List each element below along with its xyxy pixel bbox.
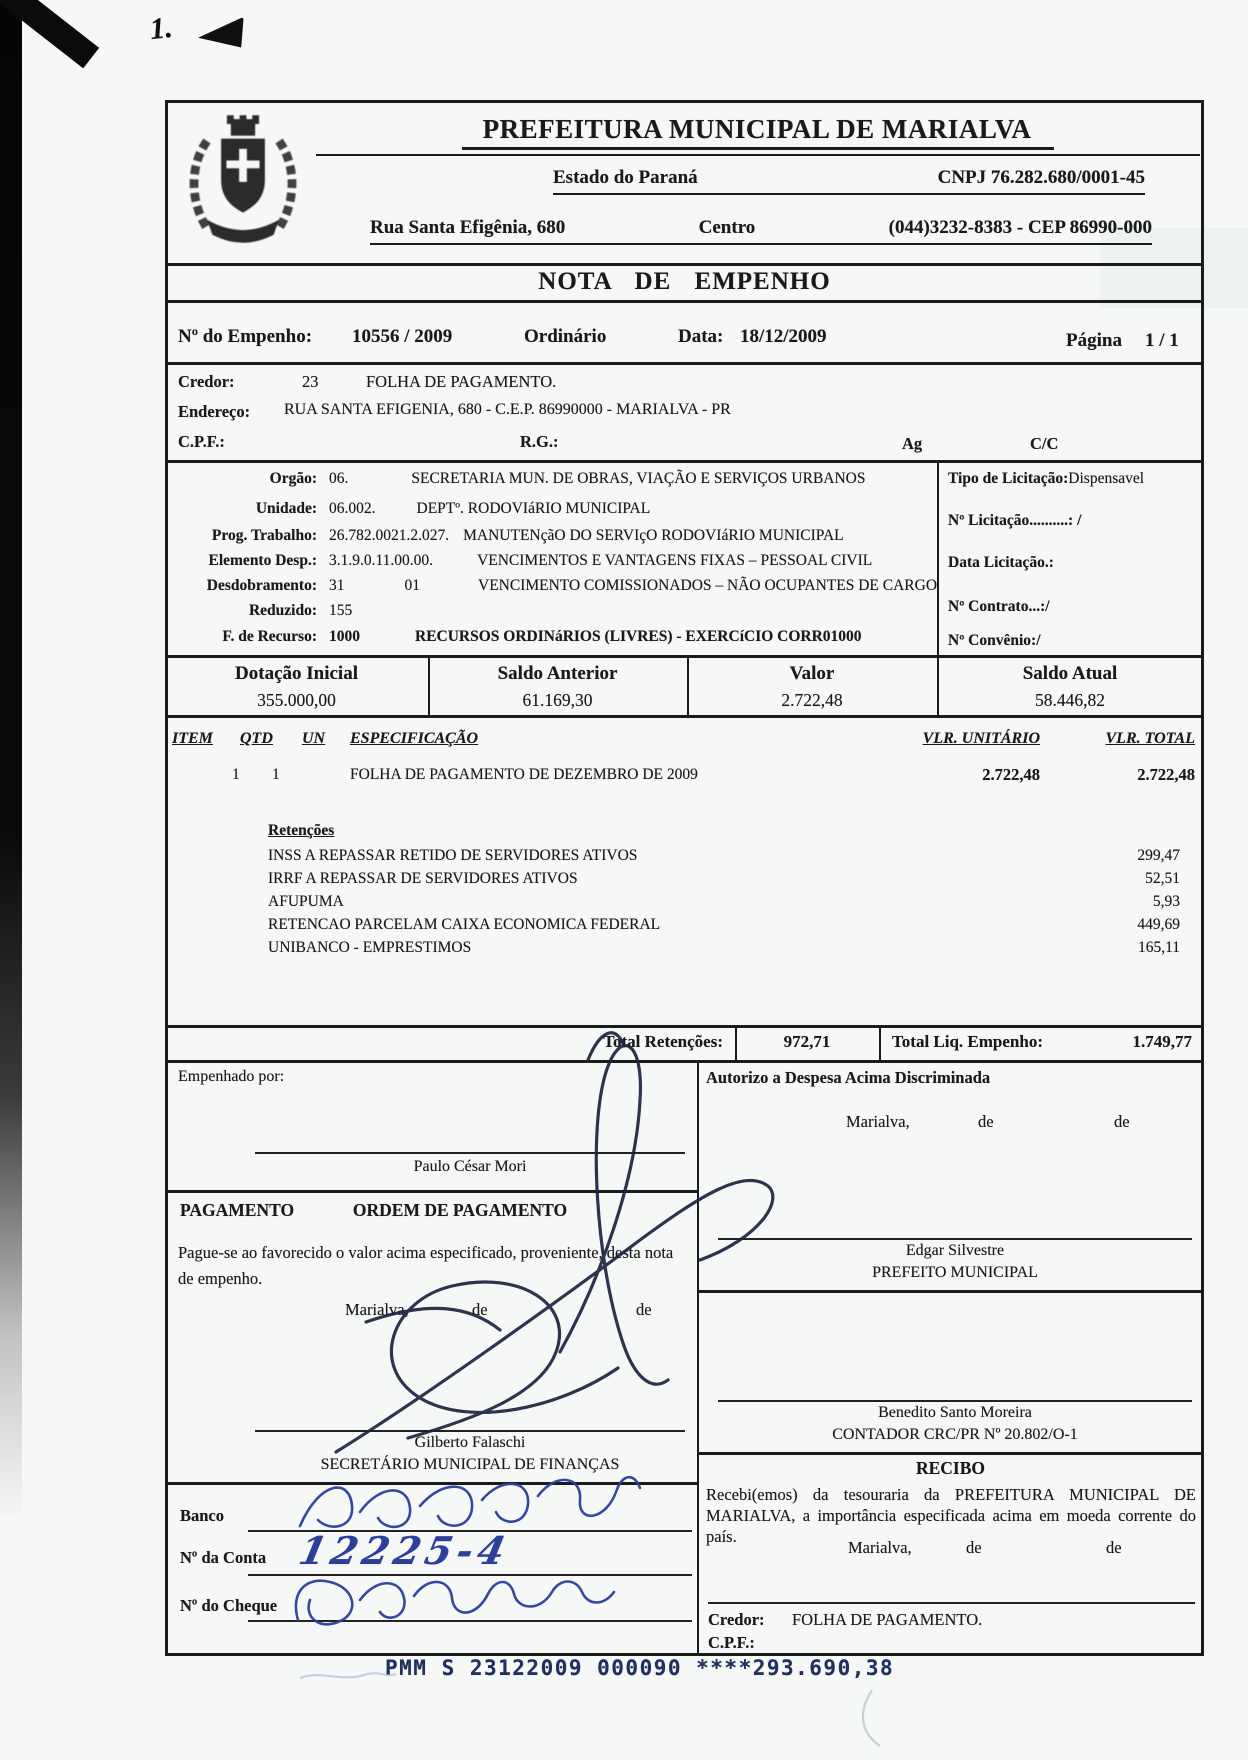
recibo-cpf-label: C.P.F.: — [708, 1633, 755, 1652]
col-header-un: UN — [302, 730, 326, 747]
pagamento-city: Marialva, — [345, 1300, 409, 1319]
orgao-desc: SECRETARIA MUN. DE OBRAS, VIAÇÃO E SERVIÇOS URBANOS — [411, 470, 866, 487]
unidade-code: 06.002. — [329, 500, 376, 517]
lower-section-divider — [697, 1060, 699, 1653]
retencao-name-2: IRRF A REPASSAR DE SERVIDORES ATIVOS — [268, 870, 578, 887]
licitacao-convenio: Nº Convênio:/ — [948, 632, 1041, 649]
elemento-desp-code: 3.1.9.0.11.00.00. — [329, 552, 434, 569]
recibo-credor-label: Credor: — [708, 1610, 765, 1629]
item-row-qtd: 1 — [272, 766, 280, 783]
licitacao-num: Nº Licitação..........: / — [948, 512, 1082, 529]
reduzido-row — [165, 602, 935, 620]
pagamento-title: PAGAMENTO — [180, 1200, 295, 1220]
valor-header: Valor — [789, 663, 835, 684]
saldo-atual-value: 58.446,82 — [1035, 690, 1105, 710]
empenho-date: 18/12/2009 — [740, 326, 827, 347]
contador-name: Benedito Santo Moreira — [878, 1404, 1032, 1421]
coat-of-arms-logo — [174, 106, 312, 252]
valor-value: 2.722,48 — [781, 690, 843, 710]
contador-signature-line — [718, 1400, 1192, 1402]
dotacao-inicial-header: Dotação Inicial — [235, 663, 358, 684]
letterhead-rule — [316, 154, 1200, 156]
address-district: Centro — [698, 217, 756, 238]
conta-handwritten-value: 12225-4 — [295, 1528, 515, 1573]
secretario-title: SECRETÁRIO MUNICIPAL DE FINANÇAS — [320, 1456, 620, 1473]
unidade-row — [165, 500, 935, 518]
frame-right — [1201, 100, 1204, 1656]
licitacao-tipo — [948, 470, 1144, 488]
totals-top-border — [165, 1025, 1204, 1028]
desdobramento-code2: 01 — [404, 577, 420, 594]
empenhado-signature-line — [255, 1152, 685, 1154]
cc-label: C/C — [1030, 434, 1059, 453]
autorizo-city: Marialva, — [846, 1112, 910, 1131]
pagamento-body: Pague-se ao favorecido o valor acima especificado, proveniente, desta nota de empenho. — [178, 1243, 674, 1288]
credor-label: Credor: — [178, 372, 235, 391]
licitacao-divider — [937, 460, 939, 657]
cheque-handwriting-scrawl — [296, 1581, 614, 1625]
retencao-name-4: RETENCAO PARCELAM CAIXA ECONOMICA FEDERAL — [268, 916, 661, 933]
scan-left-edge-shadow — [0, 0, 22, 1520]
col-header-vlr-total: VLR. TOTAL — [1105, 730, 1195, 747]
orgao-code: 06. — [329, 470, 349, 487]
conta-line — [248, 1574, 692, 1576]
retencao-value-2: 52,51 — [1145, 870, 1180, 887]
empenho-number-label: Nº do Empenho: — [178, 326, 313, 347]
saldo-anterior-header: Saldo Anterior — [497, 663, 618, 684]
unidade-label: Unidade: — [255, 500, 317, 517]
retencao-value-1: 299,47 — [1137, 847, 1180, 864]
orgao-label: Orgão: — [269, 470, 317, 487]
recibo-city: Marialva, — [848, 1538, 912, 1557]
pencil-curl-mark — [863, 1690, 880, 1746]
cheque-line — [248, 1620, 692, 1622]
licitacao-tipo-value: Dispensavel — [1068, 470, 1145, 487]
page-number: 1 / 1 — [1145, 330, 1179, 351]
empenhado-signer-name: Paulo César Mori — [413, 1158, 527, 1175]
licitacao-data: Data Licitação.: — [948, 554, 1054, 571]
titlebar-bottom-border — [165, 300, 1204, 303]
autorizo-de-2: de — [1114, 1112, 1130, 1131]
desdobramento-desc: VENCIMENTO COMISSIONADOS – NÃO OCUPANTES DE CARGO — [478, 577, 938, 594]
retencao-name-5: UNIBANCO - EMPRESTIMOS — [268, 939, 472, 956]
credor-name: FOLHA DE PAGAMENTO. — [366, 372, 557, 391]
total-liq-label: Total Liq. Empenho: — [892, 1032, 1043, 1051]
secretario-signature-line — [255, 1430, 685, 1432]
empenho-date-label: Data: — [678, 326, 724, 347]
elemento-desp-desc: VENCIMENTOS E VANTAGENS FIXAS – PESSOAL CIVIL — [477, 552, 873, 569]
desdobramento-code: 31 — [329, 577, 345, 594]
doc-title: NOTA DE EMPENHO — [538, 268, 831, 295]
item-row-vlr-total: 2.722,48 — [1137, 765, 1195, 784]
org-name-underline — [462, 147, 1054, 150]
ordem-pagamento-title: ORDEM DE PAGAMENTO — [352, 1200, 568, 1220]
prog-trabalho-code: 26.782.0021.2.027. — [329, 527, 450, 544]
empenho-row-border — [165, 362, 1204, 365]
letterhead-org-name: PREFEITURA MUNICIPAL DE MARIALVA — [482, 114, 1032, 144]
credor-code: 23 — [302, 372, 319, 391]
retencao-value-4: 449,69 — [1137, 916, 1180, 933]
letterhead-state-row — [553, 167, 1145, 189]
totals-divider-2 — [879, 1025, 881, 1062]
saldo-anterior-value: 61.169,30 — [522, 690, 593, 710]
prefeito-title: PREFEITO MUNICIPAL — [872, 1264, 1038, 1281]
fonte-recurso-code: 1000 — [329, 628, 360, 645]
recibo-de-2: de — [1106, 1538, 1122, 1557]
ag-label: Ag — [902, 434, 923, 453]
stamp-underline-squiggle — [300, 1673, 396, 1678]
dotacao-inicial-value: 355.000,00 — [257, 690, 336, 710]
fonte-recurso-extra: 01000 — [822, 628, 862, 645]
licitacao-tipo-label: Tipo de Licitação: — [948, 470, 1069, 487]
endereco-value: RUA SANTA EFIGENIA, 680 - C.E.P. 86990000 - MARIALVA - PR — [284, 401, 731, 418]
rg-label: R.G.: — [520, 432, 559, 451]
total-retencoes-value: 972,71 — [783, 1032, 831, 1051]
prog-trabalho-row — [165, 527, 935, 545]
col-header-item: ITEM — [172, 730, 213, 747]
titlebar-top-border — [165, 263, 1204, 266]
empenho-number: 10556 / 2009 — [352, 326, 453, 347]
prefeito-signature-line — [718, 1238, 1192, 1240]
conta-label: Nº da Conta — [180, 1548, 267, 1567]
corner-arrow-blob — [196, 17, 248, 53]
reduzido-code: 155 — [329, 602, 353, 619]
empenhado-por-label: Empenhado por: — [178, 1068, 285, 1085]
contador-title: CONTADOR CRC/PR Nº 20.802/O-1 — [832, 1426, 1078, 1443]
total-retencoes-label: Total Retenções: — [603, 1032, 723, 1051]
col-header-qtd: QTD — [240, 730, 273, 747]
cnpj: CNPJ 76.282.680/0001-45 — [937, 167, 1145, 188]
recibo-signature-line — [708, 1602, 1195, 1604]
letterhead-address-row — [370, 217, 1152, 239]
col-header-vlr-unitario: VLR. UNITÁRIO — [922, 730, 1040, 747]
elemento-desp-label: Elemento Desp.: — [208, 552, 317, 569]
recibo-title: RECIBO — [915, 1458, 986, 1478]
pagamento-de-2: de — [636, 1300, 652, 1319]
page-label: Página — [1066, 330, 1122, 351]
state-name: Estado do Paraná — [553, 167, 698, 188]
endereco-label: Endereço: — [178, 402, 251, 421]
address-row-underline — [370, 243, 1152, 245]
recibo-body: Recebi(emos) da tesouraria da PREFEITURA MUNICIPAL DE MARIALVA, a importância especificada acima em moeda corrente do país. — [706, 1485, 1196, 1546]
autorizo-de-1: de — [978, 1112, 994, 1131]
banco-handwriting-scrawl — [300, 1477, 640, 1527]
state-row-underline — [553, 193, 1145, 195]
prog-trabalho-desc: MANUTENçãO DO SERVIçO RODOVIáRIO MUNICIPAL — [463, 527, 844, 544]
treasury-stamp: PMM S 23122009 000090 ****293.690,38 — [385, 1656, 895, 1680]
prefeito-block-border — [697, 1290, 1204, 1293]
retencao-name-3: AFUPUMA — [268, 893, 344, 910]
total-liq-value: 1.749,77 — [1132, 1032, 1192, 1051]
desdobramento-row — [165, 577, 938, 595]
frame-top — [165, 100, 1204, 103]
orgao-row — [165, 470, 935, 488]
fonte-recurso-label: F. de Recurso: — [222, 628, 317, 645]
empenho-type: Ordinário — [524, 326, 607, 347]
fonte-recurso-desc: RECURSOS ORDINáRIOS (LIVRES) - EXERCíCIO CORR — [415, 628, 823, 645]
prefeito-name: Edgar Silvestre — [905, 1242, 1005, 1259]
retencao-value-5: 165,11 — [1137, 939, 1180, 956]
totals-bottom-border — [165, 1060, 1204, 1063]
banco-label: Banco — [180, 1506, 225, 1525]
cheque-label: Nº do Cheque — [180, 1596, 278, 1615]
unidade-desc: DEPTº. RODOVIáRIO MUNICIPAL — [416, 500, 651, 517]
prog-trabalho-label: Prog. Trabalho: — [211, 527, 317, 544]
address-phone-cep: (044)3232-8383 - CEP 86990-000 — [888, 217, 1152, 238]
frame-left — [165, 100, 168, 1656]
orgao-block-border — [165, 655, 1204, 658]
desdobramento-label: Desdobramento: — [206, 577, 317, 594]
item-row-vlr-unitario: 2.722,48 — [982, 765, 1040, 784]
saldo-atual-header: Saldo Atual — [1022, 663, 1118, 684]
elemento-desp-row — [165, 552, 935, 570]
secretario-name: Gilberto Falaschi — [414, 1434, 526, 1451]
retencoes-title: Retenções — [268, 822, 335, 839]
fonte-recurso-row — [165, 628, 935, 646]
pagamento-de-1: de — [472, 1300, 488, 1319]
licitacao-contrato: Nº Contrato...:/ — [948, 598, 1050, 615]
autorizo-title: Autorizo a Despesa Acima Discriminada — [706, 1068, 991, 1087]
retencao-value-3: 5,93 — [1152, 893, 1180, 910]
reduzido-label: Reduzido: — [248, 602, 317, 619]
banco-block-top-border — [165, 1482, 699, 1485]
recibo-credor-name: FOLHA DE PAGAMENTO. — [792, 1610, 983, 1629]
pagamento-top-border — [165, 1190, 699, 1193]
address-street: Rua Santa Efigênia, 680 — [370, 217, 566, 238]
retencao-name-1: INSS A REPASSAR RETIDO DE SERVIDORES ATIVOS — [268, 847, 638, 864]
saldos-row-border — [165, 715, 1204, 718]
item-row-espec: FOLHA DE PAGAMENTO DE DEZEMBRO DE 2009 — [350, 766, 698, 783]
corner-handwritten-mark: 1. — [148, 10, 175, 47]
recibo-top-border — [697, 1452, 1204, 1455]
recibo-de-1: de — [966, 1538, 982, 1557]
cpf-label: C.P.F.: — [178, 432, 225, 451]
col-header-espec: ESPECIFICAÇÃO — [350, 730, 479, 747]
item-row-num: 1 — [232, 766, 240, 783]
credor-block-border — [165, 460, 1204, 463]
